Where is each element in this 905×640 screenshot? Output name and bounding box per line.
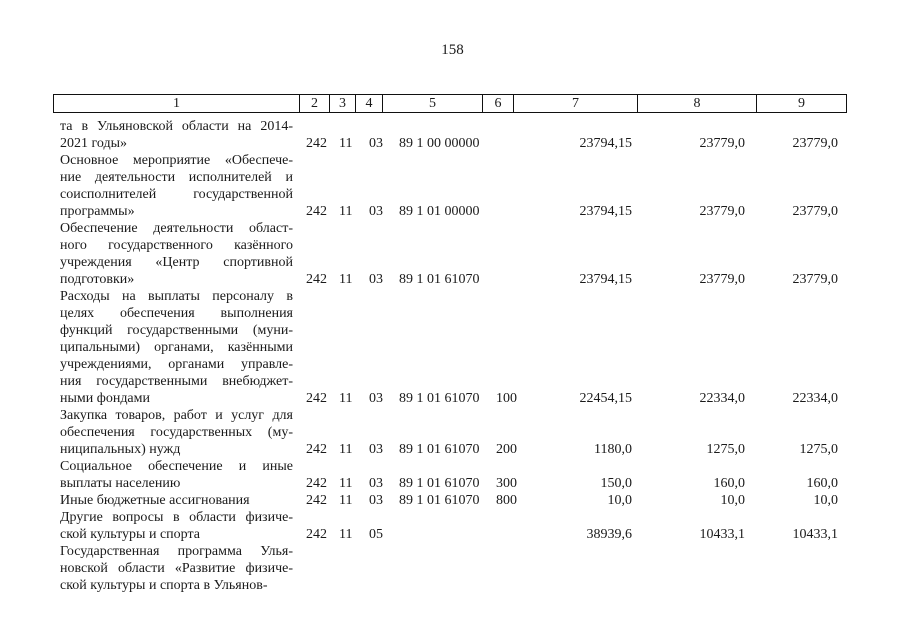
cell-col-5: 89 1 01 61070 [399, 391, 480, 406]
row-name-line: Другие вопросы в области физиче- [60, 510, 293, 525]
cell-col-9: 22334,0 [792, 391, 838, 406]
page-number: 158 [441, 42, 464, 58]
row-name-line: обеспечения государственных (му- [60, 425, 293, 440]
cell-col-3: 11 [339, 493, 353, 508]
row-name-line: ниципальных) нужд [60, 442, 181, 457]
cell-col-9: 10,0 [813, 493, 838, 508]
row-name-line: Основное мероприятие «Обеспече- [60, 153, 293, 168]
cell-col-7: 1180,0 [594, 442, 632, 457]
table-row [60, 458, 840, 492]
cell-col-8: 22334,0 [699, 391, 745, 406]
table-row [60, 152, 840, 220]
cell-col-5: 89 1 01 61070 [399, 272, 480, 287]
cell-col-2: 242 [306, 136, 327, 151]
cell-col-2: 242 [306, 442, 327, 457]
row-name-line: Расходы на выплаты персоналу в [60, 289, 293, 304]
cell-col-2: 242 [306, 204, 327, 219]
table-row [60, 492, 840, 509]
row-name-line: ного государственного казённого [60, 238, 293, 253]
column-header: 5 [383, 95, 483, 113]
row-name-line: учреждениями, органами управле- [60, 357, 293, 372]
row-name-line: целях обеспечения выполнения [60, 306, 293, 321]
cell-col-8: 10433,1 [699, 527, 745, 542]
cell-col-5: 89 1 01 61070 [399, 442, 480, 457]
row-name-line: соисполнителей государственной [60, 187, 293, 202]
cell-col-2: 242 [306, 527, 327, 542]
row-name-line: функций государственными (муни- [60, 323, 293, 338]
row-name [60, 492, 293, 509]
row-name [60, 543, 293, 594]
row-name [60, 458, 293, 492]
cell-col-4: 03 [369, 136, 383, 151]
row-name-line: ния государственными внебюджет- [60, 374, 293, 389]
cell-col-8: 160,0 [713, 476, 745, 491]
row-name-line: та в Ульяновской области на 2014- [60, 119, 293, 134]
row-name-line: Обеспечение деятельности област- [60, 221, 293, 236]
cell-col-8: 1275,0 [706, 442, 745, 457]
cell-col-3: 11 [339, 476, 353, 491]
cell-col-4: 03 [369, 442, 383, 457]
row-name [60, 509, 293, 543]
cell-col-9: 160,0 [806, 476, 838, 491]
row-name-line: ской культуры и спорта [60, 527, 200, 542]
cell-col-4: 05 [369, 527, 383, 542]
column-header: 9 [757, 95, 847, 113]
cell-col-6: 800 [496, 493, 517, 508]
table-row [60, 118, 840, 152]
cell-col-3: 11 [339, 527, 353, 542]
cell-col-8: 23779,0 [699, 272, 745, 287]
cell-col-4: 03 [369, 204, 383, 219]
cell-col-8: 23779,0 [699, 136, 745, 151]
table-row [60, 288, 840, 407]
row-name-line: учреждения «Центр спортивной [60, 255, 293, 270]
cell-col-7: 10,0 [607, 493, 632, 508]
cell-col-3: 11 [339, 391, 353, 406]
column-header: 8 [638, 95, 757, 113]
cell-col-7: 150,0 [600, 476, 632, 491]
cell-col-7: 23794,15 [579, 136, 632, 151]
column-header-table [53, 94, 847, 113]
cell-col-4: 03 [369, 272, 383, 287]
cell-col-9: 23779,0 [792, 136, 838, 151]
cell-col-7: 23794,15 [579, 204, 632, 219]
row-name-line: Закупка товаров, работ и услуг для [60, 408, 293, 423]
cell-col-3: 11 [339, 272, 353, 287]
cell-col-8: 10,0 [720, 493, 745, 508]
row-name [60, 118, 293, 152]
cell-col-5: 89 1 01 61070 [399, 476, 480, 491]
column-header: 2 [300, 95, 330, 113]
row-name-line: подготовки» [60, 272, 135, 287]
table-row [60, 509, 840, 543]
row-name-line: программы» [60, 204, 135, 219]
cell-col-4: 03 [369, 476, 383, 491]
table-row [60, 543, 840, 594]
row-name-line: новской области «Развитие физиче- [60, 561, 293, 576]
cell-col-9: 10433,1 [792, 527, 838, 542]
column-header: 1 [54, 95, 300, 113]
column-header: 3 [330, 95, 356, 113]
cell-col-4: 03 [369, 493, 383, 508]
cell-col-5: 89 1 01 00000 [399, 204, 480, 219]
cell-col-2: 242 [306, 493, 327, 508]
column-header: 4 [356, 95, 383, 113]
table-row [60, 220, 840, 288]
cell-col-8: 23779,0 [699, 204, 745, 219]
row-name [60, 152, 293, 220]
row-name [60, 220, 293, 288]
row-name-line: Государственная программа Улья- [60, 544, 293, 559]
row-name-line: ние деятельности исполнителей и [60, 170, 293, 185]
column-header-row [54, 95, 847, 113]
cell-col-5: 89 1 00 00000 [399, 136, 480, 151]
cell-col-7: 22454,15 [579, 391, 632, 406]
row-name [60, 407, 293, 458]
row-name-line: ципальными) органами, казёнными [60, 340, 293, 355]
cell-col-5: 89 1 01 61070 [399, 493, 480, 508]
column-header: 7 [514, 95, 638, 113]
cell-col-9: 23779,0 [792, 204, 838, 219]
cell-col-9: 23779,0 [792, 272, 838, 287]
cell-col-3: 11 [339, 204, 353, 219]
cell-col-2: 242 [306, 272, 327, 287]
cell-col-6: 300 [496, 476, 517, 491]
cell-col-6: 100 [496, 391, 517, 406]
cell-col-2: 242 [306, 476, 327, 491]
cell-col-7: 23794,15 [579, 272, 632, 287]
cell-col-6: 200 [496, 442, 517, 457]
cell-col-2: 242 [306, 391, 327, 406]
row-name-line: Иные бюджетные ассигнования [60, 493, 250, 508]
cell-col-3: 11 [339, 442, 353, 457]
column-header: 6 [483, 95, 514, 113]
cell-col-3: 11 [339, 136, 353, 151]
row-name-line: ными фондами [60, 391, 151, 406]
row-name-line: 2021 годы» [60, 136, 128, 151]
row-name [60, 288, 293, 407]
row-name-line: ской культуры и спорта в Ульянов- [60, 578, 268, 593]
row-name-line: выплаты населению [60, 476, 181, 491]
cell-col-9: 1275,0 [799, 442, 838, 457]
cell-col-4: 03 [369, 391, 383, 406]
row-name-line: Социальное обеспечение и иные [60, 459, 293, 474]
cell-col-7: 38939,6 [586, 527, 632, 542]
table-row [60, 407, 840, 458]
